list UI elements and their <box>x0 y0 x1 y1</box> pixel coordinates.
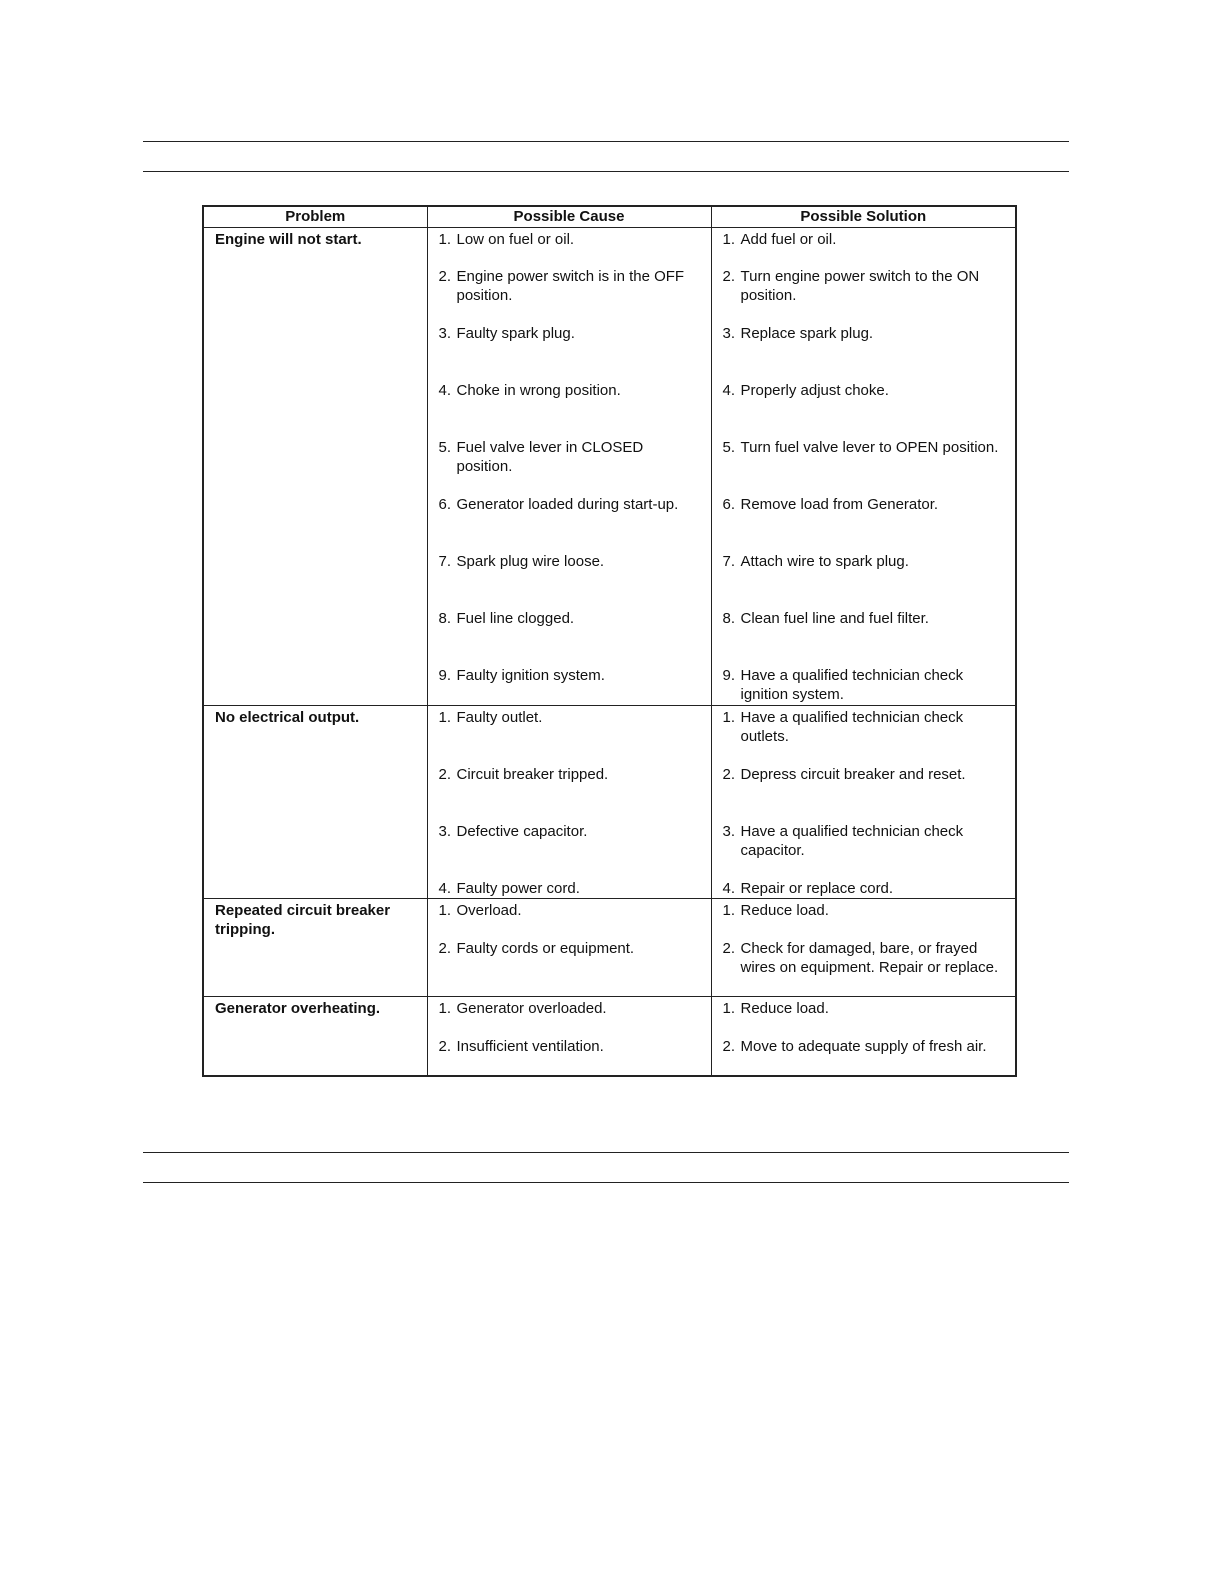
cause-text: Circuit breaker tripped. <box>456 766 609 783</box>
solution-text: Properly adjust choke. <box>740 382 889 399</box>
solution-text: Have a qualified technician check ignition system. <box>740 667 964 703</box>
problem-text: Repeated circuit breaker tripping. <box>215 902 391 938</box>
solution-item <box>723 438 1008 495</box>
cause-text: Faulty spark plug. <box>456 325 575 342</box>
solution-list <box>712 228 1016 705</box>
item-number: 3. <box>722 325 736 342</box>
item-number: 4. <box>438 880 452 897</box>
troubleshooting-table-wrapper <box>202 205 1017 1077</box>
cause-item <box>439 939 703 996</box>
cause-text: Low on fuel or oil. <box>456 231 575 248</box>
cause-item <box>439 438 703 495</box>
cause-item <box>439 999 703 1037</box>
item-number: 5. <box>438 439 452 456</box>
cause-item <box>439 879 703 898</box>
item-number: 2. <box>722 1038 736 1055</box>
cause-text: Fuel line clogged. <box>456 610 575 627</box>
item-number: 5. <box>722 439 736 456</box>
problem-cell <box>203 706 427 899</box>
table-row <box>203 706 1016 899</box>
item-number: 1. <box>722 231 736 248</box>
item-number: 1. <box>722 902 736 919</box>
possible-solution-cell <box>711 997 1016 1077</box>
header-rule-top <box>143 141 1069 142</box>
solution-list <box>712 899 1016 996</box>
solution-text: Repair or replace cord. <box>740 880 894 897</box>
item-number: 7. <box>722 553 736 570</box>
cause-item <box>439 901 703 939</box>
table-row <box>203 899 1016 997</box>
cause-text: Faulty outlet. <box>456 709 543 726</box>
table-header-row <box>203 206 1016 228</box>
problem-text: Generator overheating. <box>215 1000 381 1017</box>
header-rule-bottom <box>143 171 1069 172</box>
item-number: 8. <box>438 610 452 627</box>
item-number: 4. <box>438 382 452 399</box>
solution-item <box>723 495 1008 552</box>
cause-list <box>428 228 711 705</box>
possible-solution-cell <box>711 706 1016 899</box>
item-number: 2. <box>722 940 736 957</box>
item-number: 1. <box>438 902 452 919</box>
item-number: 1. <box>438 231 452 248</box>
item-number: 3. <box>438 823 452 840</box>
item-number: 1. <box>438 709 452 726</box>
solution-text: Have a qualified technician check capacitor. <box>740 823 964 859</box>
solution-item <box>723 324 1008 381</box>
solution-text: Turn fuel valve lever to OPEN position. <box>740 439 999 456</box>
header-problem: Problem <box>203 206 427 228</box>
solution-item <box>723 708 1008 765</box>
item-number: 8. <box>722 610 736 627</box>
possible-cause-cell <box>427 899 711 997</box>
cause-text: Overload. <box>456 902 522 919</box>
header-possible-solution: Possible Solution <box>711 206 1016 228</box>
item-number: 2. <box>438 1038 452 1055</box>
cause-text: Engine power switch is in the OFF position. <box>456 268 685 304</box>
solution-list <box>712 706 1016 898</box>
solution-text: Add fuel or oil. <box>740 231 837 248</box>
item-number: 6. <box>438 496 452 513</box>
item-number: 2. <box>438 940 452 957</box>
cause-text: Insufficient ventilation. <box>456 1038 604 1055</box>
cause-text: Faulty ignition system. <box>456 667 605 684</box>
problem-cell <box>203 997 427 1077</box>
solution-item <box>723 666 1008 705</box>
solution-text: Depress circuit breaker and reset. <box>740 766 966 783</box>
item-number: 7. <box>438 553 452 570</box>
item-number: 4. <box>722 880 736 897</box>
solution-item <box>723 901 1008 939</box>
item-number: 3. <box>722 823 736 840</box>
cause-item <box>439 1037 703 1075</box>
solution-item <box>723 939 1008 996</box>
cause-text: Faulty power cord. <box>456 880 580 897</box>
item-number: 9. <box>722 667 736 684</box>
cause-text: Spark plug wire loose. <box>456 553 605 570</box>
item-number: 1. <box>722 1000 736 1017</box>
solution-text: Remove load from Generator. <box>740 496 939 513</box>
solution-item <box>723 552 1008 609</box>
cause-item <box>439 267 703 324</box>
table-row <box>203 228 1016 706</box>
solution-item <box>723 765 1008 822</box>
cause-text: Fuel valve lever in CLOSED position. <box>456 439 644 475</box>
cause-item <box>439 230 703 267</box>
cause-item <box>439 822 703 879</box>
solution-list <box>712 997 1016 1075</box>
solution-text: Attach wire to spark plug. <box>740 553 909 570</box>
solution-text: Move to adequate supply of fresh air. <box>740 1038 987 1055</box>
header-possible-cause: Possible Cause <box>427 206 711 228</box>
footer-rule-bottom <box>143 1182 1069 1183</box>
cause-item <box>439 666 703 705</box>
solution-item <box>723 230 1008 267</box>
cause-list <box>428 997 711 1075</box>
item-number: 1. <box>438 1000 452 1017</box>
item-number: 4. <box>722 382 736 399</box>
cause-item <box>439 324 703 381</box>
item-number: 2. <box>722 268 736 285</box>
cause-item <box>439 552 703 609</box>
cause-text: Choke in wrong position. <box>456 382 621 399</box>
cause-item <box>439 495 703 552</box>
cause-text: Generator loaded during start-up. <box>456 496 679 513</box>
solution-text: Reduce load. <box>740 1000 829 1017</box>
solution-text: Clean fuel line and fuel filter. <box>740 610 929 627</box>
item-number: 3. <box>438 325 452 342</box>
solution-text: Check for damaged, bare, or frayed wires on equipment. Repair or replace. <box>740 940 999 976</box>
cause-text: Defective capacitor. <box>456 823 588 840</box>
footer-rule-top <box>143 1152 1069 1153</box>
solution-item <box>723 999 1008 1037</box>
cause-item <box>439 609 703 666</box>
problem-text: Engine will not start. <box>215 231 362 248</box>
problem-text: No electrical output. <box>215 709 360 726</box>
table-row <box>203 997 1016 1077</box>
solution-text: Reduce load. <box>740 902 829 919</box>
item-number: 2. <box>438 766 452 783</box>
item-number: 2. <box>438 268 452 285</box>
possible-solution-cell <box>711 228 1016 706</box>
solution-item <box>723 381 1008 438</box>
possible-solution-cell <box>711 899 1016 997</box>
solution-text: Turn engine power switch to the ON position. <box>740 268 980 304</box>
cause-item <box>439 765 703 822</box>
table-body <box>203 228 1016 1077</box>
cause-text: Faulty cords or equipment. <box>456 940 635 957</box>
solution-item <box>723 1037 1008 1075</box>
solution-text: Have a qualified technician check outlets. <box>740 709 964 745</box>
possible-cause-cell <box>427 706 711 899</box>
solution-item <box>723 822 1008 879</box>
possible-cause-cell <box>427 997 711 1077</box>
cause-item <box>439 381 703 438</box>
problem-cell <box>203 228 427 706</box>
problem-cell <box>203 899 427 997</box>
cause-text: Generator overloaded. <box>456 1000 607 1017</box>
troubleshooting-table <box>202 205 1017 1077</box>
item-number: 6. <box>722 496 736 513</box>
solution-item <box>723 267 1008 324</box>
item-number: 2. <box>722 766 736 783</box>
item-number: 1. <box>722 709 736 726</box>
solution-item <box>723 879 1008 898</box>
solution-item <box>723 609 1008 666</box>
item-number: 9. <box>438 667 452 684</box>
solution-text: Replace spark plug. <box>740 325 874 342</box>
cause-list <box>428 706 711 898</box>
cause-item <box>439 708 703 765</box>
cause-list <box>428 899 711 996</box>
possible-cause-cell <box>427 228 711 706</box>
